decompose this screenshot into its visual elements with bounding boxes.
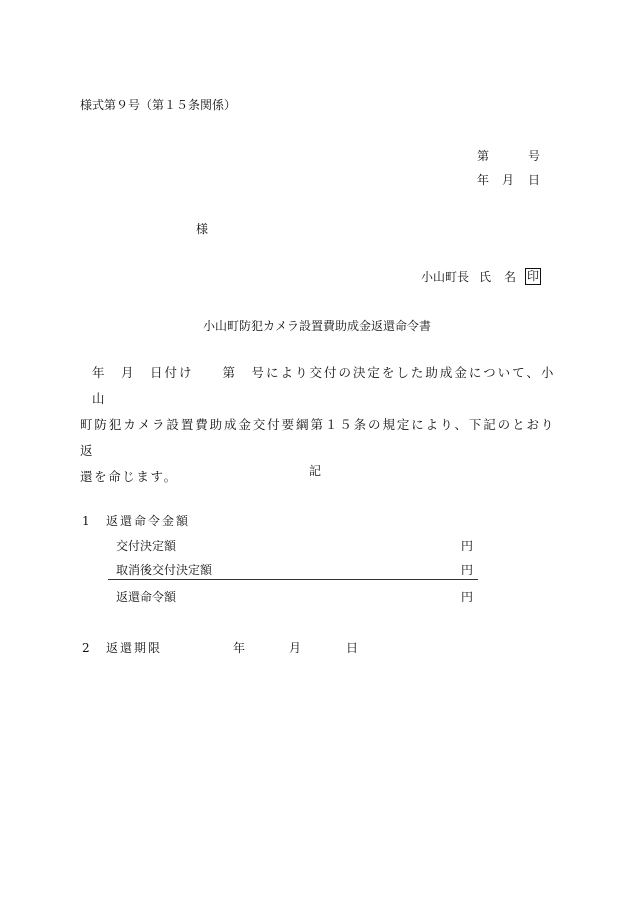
row-unit-henkan: 円 — [461, 590, 474, 604]
seal-stamp: 印 — [527, 269, 540, 283]
row-unit-torikeshi: 円 — [461, 563, 474, 577]
body-line-1: 年 月 日付け 第 号により交付の決定をした助成金について、小山 — [92, 365, 555, 406]
row-label-kofu-kettei: 交付決定額 — [116, 539, 177, 553]
body-line-3: 還を命じます。 — [80, 469, 178, 484]
section1-heading: 返還命令金額 — [106, 514, 191, 528]
row-unit-kofu-kettei: 円 — [461, 539, 474, 553]
doc-number-go: 号 — [528, 149, 541, 163]
row-label-torikeshi: 取消後交付決定額 — [116, 563, 213, 577]
row-label-henkan: 返還命令額 — [116, 590, 177, 604]
deadline-day: 日 — [346, 641, 359, 655]
subtotal-rule — [108, 579, 478, 580]
addressee-suffix: 様 — [196, 222, 209, 236]
body-line-2: 町防犯カメラ設置費助成金交付要綱第１５条の規定により、下記のとおり返 — [80, 417, 555, 458]
ki-heading: 記 — [309, 464, 322, 478]
date-year: 年 — [477, 173, 490, 187]
document-title: 小山町防犯カメラ設置費助成金返還命令書 — [203, 319, 432, 333]
doc-number-dai: 第 — [477, 149, 490, 163]
issuer-title: 小山町長 — [421, 270, 470, 284]
section1-number: 1 — [82, 514, 90, 528]
date-day: 日 — [528, 173, 541, 187]
deadline-month: 月 — [289, 641, 302, 655]
issuer-name-label-1: 氏 — [479, 270, 492, 284]
issuer-name-label-2: 名 — [504, 270, 517, 284]
deadline-year: 年 — [233, 641, 246, 655]
section2-heading: 返還期限 — [106, 641, 163, 655]
date-month: 月 — [502, 173, 515, 187]
form-label: 様式第９号（第１５条関係） — [80, 98, 237, 112]
section2-number: 2 — [82, 641, 90, 655]
